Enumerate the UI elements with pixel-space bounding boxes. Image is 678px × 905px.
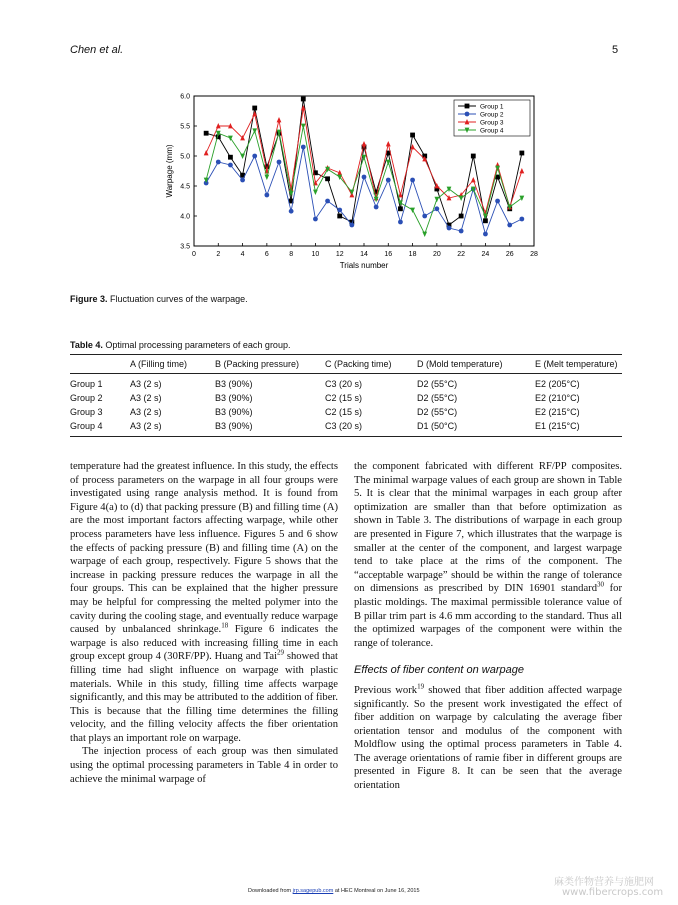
data-point (216, 160, 221, 165)
data-point (228, 163, 233, 168)
figure-caption-label: Figure 3. (70, 294, 108, 304)
data-point (422, 214, 427, 219)
x-tick-label: 12 (335, 251, 344, 258)
data-point (301, 145, 306, 150)
table-cell: E2 (215°C) (535, 407, 580, 417)
data-point (519, 217, 524, 222)
data-point (325, 199, 330, 204)
data-point (410, 208, 415, 213)
table-row (70, 374, 622, 392)
data-point (483, 232, 488, 237)
table-caption (70, 340, 290, 350)
data-point (277, 160, 282, 165)
data-point (252, 111, 257, 116)
footer-text: Downloaded from (248, 888, 293, 894)
data-point (471, 177, 476, 182)
citation-ref: 18 (221, 621, 229, 630)
table-cell: D2 (55°C) (417, 407, 458, 417)
data-point (495, 199, 500, 204)
table-cell: C2 (15 s) (325, 393, 363, 403)
page-number: 5 (612, 44, 619, 56)
data-point (374, 205, 379, 210)
data-point (240, 178, 245, 183)
table-cell: E1 (215°C) (535, 421, 580, 431)
table-cell: D2 (55°C) (417, 379, 458, 389)
optimal-parameters-table (70, 354, 622, 437)
legend-label: Group 2 (480, 111, 504, 119)
y-tick-label: 4.5 (180, 183, 190, 191)
data-point (240, 154, 245, 159)
data-point (447, 187, 452, 192)
data-point (459, 214, 464, 219)
legend-marker (465, 104, 470, 109)
y-tick-label: 3.5 (180, 243, 190, 251)
data-point (434, 197, 439, 202)
table-caption-text: Optimal processing parameters of each group. (102, 340, 291, 350)
table-cell: D2 (55°C) (417, 393, 458, 403)
data-point (459, 229, 464, 234)
citation-ref: 30 (597, 580, 604, 589)
data-point (301, 124, 306, 129)
table-row (70, 391, 622, 405)
x-tick-label: 24 (481, 251, 490, 258)
table-row (70, 419, 622, 437)
table-cell: B3 (90%) (215, 407, 253, 417)
data-point (313, 190, 318, 195)
x-tick-label: 10 (311, 251, 320, 258)
text-run: Previous work (354, 684, 418, 696)
running-head: Chen et al. (70, 44, 124, 56)
section-heading: Effects of fiber content on warpage (354, 664, 524, 677)
data-point (264, 175, 269, 180)
figure-caption-text: Fluctuation curves of the warpage. (107, 294, 248, 304)
data-point (519, 151, 524, 156)
paragraph (70, 460, 338, 745)
y-tick-label: 5.0 (180, 153, 190, 161)
table-header-cell: B (Packing pressure) (215, 359, 300, 369)
table-cell: Group 2 (70, 393, 103, 403)
warpage-line-chart (148, 82, 548, 282)
table-header-row (70, 355, 622, 374)
y-tick-label: 5.5 (180, 123, 190, 131)
table-cell: D1 (50°C) (417, 421, 458, 431)
table-cell: A3 (2 s) (130, 379, 162, 389)
data-point (459, 196, 464, 201)
x-axis-label: Trials number (339, 261, 389, 270)
table-cell: A3 (2 s) (130, 407, 162, 417)
y-tick-label: 4.0 (180, 213, 190, 221)
y-tick-label: 6.0 (180, 93, 190, 101)
table-cell: C3 (20 s) (325, 379, 363, 389)
data-point (349, 223, 354, 228)
x-tick-label: 20 (432, 251, 441, 258)
text-run: temperature had the greatest influence. In this study, the effects of process parameters on the warpage in all four groups were investigated using range analysis method. It is found from Figure 4(a) to (d) that packing pressure (B) and filling time (A) are the most important factors affecting warpage, while other process parameters have less influence. Figures 5 and 6 show the effects of packing pressure (B) and filling time (A) on the warpage of each group, respectively. Figure 5 shows that the increase in packing pressure reduces the warpage in all the four groups. This can be explained that the higher pressure may be helpful for compressing the melted polymer into the cavity during the cooling stage, and eventually reduce warpage caused by unbalanced shrinkage. (70, 461, 339, 636)
watermark-line2: www.fibercrops.com (562, 887, 664, 898)
data-point (204, 131, 209, 136)
x-tick-label: 22 (457, 251, 466, 258)
footer-text: at HEC Montreal on June 16, 2015 (333, 888, 420, 894)
data-point (386, 178, 391, 183)
data-point (362, 175, 367, 180)
data-point (264, 193, 269, 198)
table-header-cell (70, 355, 130, 374)
data-point (410, 178, 415, 183)
right-column (354, 460, 622, 793)
table-cell: E2 (210°C) (535, 393, 580, 403)
data-point (471, 154, 476, 159)
data-point (228, 155, 233, 160)
x-tick-label: 8 (289, 251, 294, 258)
figure-caption (70, 294, 248, 304)
citation-ref: 19 (417, 682, 425, 691)
x-tick-label: 16 (384, 251, 393, 258)
paragraph (354, 460, 622, 650)
text-run: showed that fiber addition affected warpage significantly. So the present work investigated the effect of fiber addition on warpage by calculating the average fiber orientation tensor and modulus of the component with Moldflow using the optimal process parameters in Table 4. The average orientations of ramie fiber in different groups are presented in Figure 8. It can be seen that the average orientation (354, 684, 623, 792)
data-point (519, 196, 524, 201)
table-cell: B3 (90%) (215, 379, 253, 389)
data-point (398, 220, 403, 225)
x-tick-label: 28 (530, 251, 538, 258)
x-tick-label: 2 (216, 251, 221, 258)
paragraph (354, 684, 622, 793)
legend-marker (465, 112, 470, 117)
data-point (289, 209, 294, 214)
table-cell: Group 1 (70, 379, 103, 389)
data-point (301, 97, 306, 102)
data-point (252, 154, 257, 159)
table-caption-label: Table 4. (70, 340, 103, 350)
data-point (337, 214, 342, 219)
data-point (362, 141, 367, 146)
data-point (507, 223, 512, 228)
table-header-cell: D (Mold temperature) (417, 359, 503, 369)
text-run: the component fabricated with different RF/PP composites. The minimal warpage values of each group are shown in Table 5. It is clear that the minimal warpages in each group after optimization are smaller than that before optimization as shown in Table 3. The distributions of warpage in each group are presented in Figure 7, which illustrates that the warpage is smaller at the center of the component, and largest warpage tend to take place at the rims of the component. The “acceptable warpage” should be within the range of tolerance on dimensions as prescribed by DIN 16901 standard (354, 461, 622, 595)
x-tick-label: 4 (240, 251, 245, 258)
legend-label: Group 4 (480, 127, 504, 135)
paragraph: The injection process of each group was then simulated using the optimal processing parameters in Table 4 in order to achieve the minimal warpage of (70, 746, 338, 785)
data-point (337, 208, 342, 213)
table-cell: B3 (90%) (215, 421, 253, 431)
data-point (434, 206, 439, 211)
data-point (386, 141, 391, 146)
x-tick-label: 18 (408, 251, 417, 258)
citation-ref: 29 (277, 648, 285, 657)
data-point (252, 128, 257, 133)
data-point (277, 117, 282, 122)
data-point (422, 232, 427, 237)
data-point (204, 150, 209, 155)
table-cell: Group 4 (70, 421, 103, 431)
table-cell: E2 (205°C) (535, 379, 580, 389)
x-tick-label: 14 (360, 251, 368, 258)
data-point (410, 133, 415, 138)
footer-link[interactable]: jrp.sagepub.com (292, 888, 334, 894)
table-cell: A3 (2 s) (130, 421, 162, 431)
table-cell: Group 3 (70, 407, 103, 417)
text-run: for plastic moldings. The maximal permissible tolerance value of B pillar trim part is 4.6 mm according to the standard. Thus all the optimized warpages of the component were within the range of tolerance. (354, 583, 622, 649)
data-point (313, 217, 318, 222)
table-cell: C3 (20 s) (325, 421, 363, 431)
table-row (70, 405, 622, 419)
left-column (70, 460, 338, 786)
y-axis-label: Warpage (mm) (165, 144, 174, 198)
download-footer (248, 888, 420, 894)
text-run: Figure 6 indicates the warpage is also reduced with increasing filling time in each group except group 4 (30RF/PP). Huang and Tai (70, 624, 338, 663)
data-point (447, 226, 452, 231)
data-point (325, 176, 330, 181)
watermark-line1: 麻类作物营养与施肥网 (554, 877, 654, 888)
data-point (252, 106, 257, 111)
legend-label: Group 3 (480, 119, 504, 127)
x-tick-label: 0 (192, 251, 196, 258)
table-header-cell: C (Packing time) (325, 359, 392, 369)
table-header-cell: E (Melt temperature) (535, 359, 618, 369)
table-cell: C2 (15 s) (325, 407, 363, 417)
data-point (398, 206, 403, 211)
x-tick-label: 6 (264, 251, 269, 258)
data-point (483, 218, 488, 223)
data-point (519, 168, 524, 173)
table-cell: B3 (90%) (215, 393, 253, 403)
table-cell: A3 (2 s) (130, 393, 162, 403)
legend-label: Group 1 (480, 103, 504, 111)
text-run: showed that filling time had slight influence on warpage with plastic materials. While in this study, filling time affects warpage significantly, and this may be attributed to the addition of fiber. This is because that the filling time determines the filling velocity, and the filling velocity affects the fiber orientation that plays an important role on warpage. (70, 651, 338, 744)
x-tick-label: 26 (505, 251, 514, 258)
table-header-cell: A (Filling time) (130, 359, 188, 369)
